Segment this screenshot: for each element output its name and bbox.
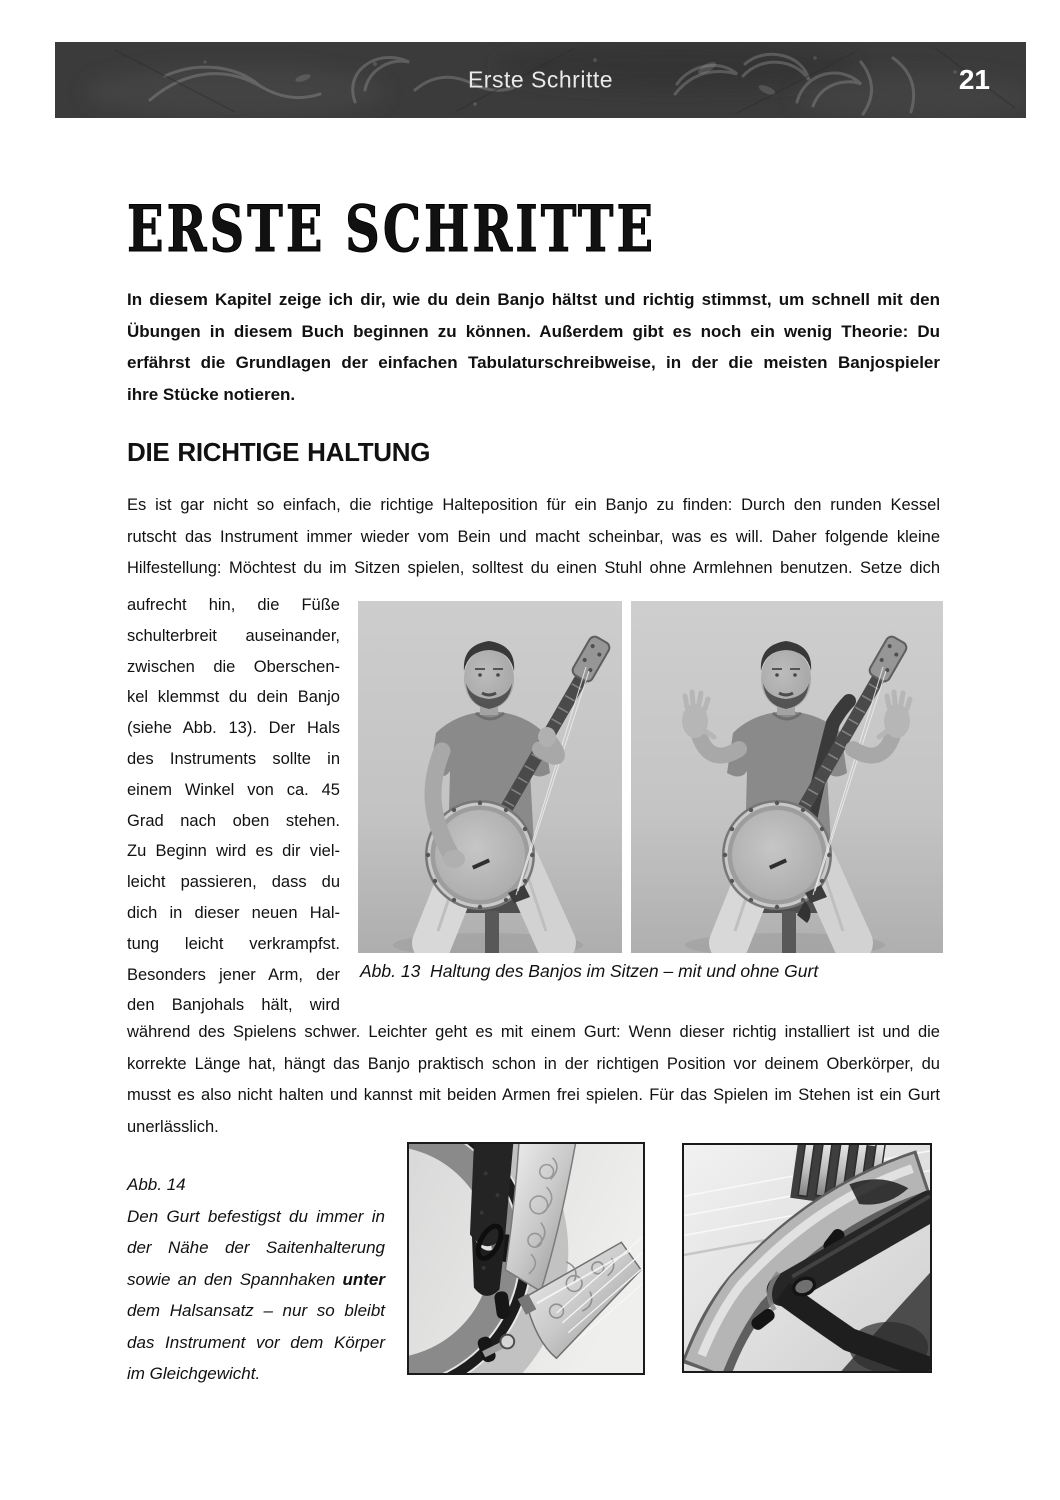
text-line: zwischen die Oberschen- <box>127 657 340 676</box>
text-line: leicht passieren, dass du <box>127 873 340 892</box>
text-line: Es ist gar nicht so einfach, die richtige Halteposition für ein Banjo zu finden: Durch den runden Kessel <box>127 496 940 514</box>
text-line: Grad nach oben stehen. <box>127 811 340 830</box>
text-line: ihre Stücke notieren. <box>127 384 296 404</box>
text-line: dich in dieser neuen Hal- <box>127 903 340 922</box>
text-line: Besonders jener Arm, der <box>127 965 340 984</box>
intro-paragraph <box>127 284 940 410</box>
photo-banjo-sitting-without-strap <box>358 601 622 953</box>
text-line: schulterbreit auseinander, <box>127 626 340 645</box>
text-line: Hilfestellung: Möchtest du im Sitzen spielen, solltest du einen Stuhl ohne Armlehnen benutzen. Setze dich <box>127 559 940 577</box>
text-line: tung leicht verkrampfst. <box>127 934 340 953</box>
figure-14-text <box>127 1169 385 1390</box>
text-line: korrekte Länge hat, hängt das Banjo praktisch schon in der richtigen Position vor deinem Oberkörper, du <box>127 1054 940 1073</box>
photo-banjo-sitting-with-strap <box>631 601 943 953</box>
text-line: Übungen in diesem Buch beginnen zu können. Außerdem gibt es noch ein wenig Theorie: Du <box>127 321 940 341</box>
text-line: sowie an den Spannhaken unter <box>127 1269 385 1289</box>
chapter-header-bar <box>55 42 1026 118</box>
text-line: dem Halsansatz – nur so bleibt <box>127 1301 385 1320</box>
text-line: rutscht das Instrument immer wieder vom Bein und macht scheinbar, was es will. Daher folgende kleine <box>127 527 940 546</box>
text-line: der Nähe der Saitenhalterung <box>127 1238 385 1257</box>
section-heading: DIE RICHTIGE HALTUNG <box>127 437 431 467</box>
chapter-title: ERSTE SCHRITTE <box>127 192 657 267</box>
figure-14-label: Abb. 14 <box>127 1175 186 1194</box>
text-line: einem Winkel von ca. 45 <box>127 780 340 799</box>
text-line: aufrecht hin, die Füße <box>127 596 340 614</box>
text-line: das Instrument vor dem Körper <box>127 1332 385 1352</box>
page-number: 21 <box>958 64 990 95</box>
paragraph-haltung-2 <box>127 1017 940 1143</box>
text-line: musst es also nicht halten und kannst mit beiden Armen frei spielen. Für das Spielen im Stehen ist ein Gurt <box>127 1086 940 1104</box>
paragraph-haltung-1 <box>127 490 940 585</box>
figure-14-description <box>127 1201 385 1390</box>
text-line: den Banjohals hält, wird <box>127 996 340 1015</box>
text-line: In diesem Kapitel zeige ich dir, wie du dein Banjo hältst und richtig stimmst, um schnell mit den <box>127 290 940 309</box>
text-line: kel klemmst du dein Banjo <box>127 688 340 707</box>
running-header-title: Erste Schritte <box>467 66 614 93</box>
figure-13-caption: Abb. 13 Haltung des Banjos im Sitzen – mit und ohne Gurt <box>360 961 819 981</box>
text-line: unerlässlich. <box>127 1117 219 1136</box>
text-line: während des Spielens schwer. Leichter geht es mit einem Gurt: Wenn dieser richtig installiert ist und die <box>127 1023 940 1041</box>
paragraph-haltung-sidebar <box>127 590 340 1021</box>
text-line: (siehe Abb. 13). Der Hals <box>127 719 340 738</box>
text-line: des Instruments sollte in <box>127 749 340 768</box>
text-line: im Gleichgewicht. <box>127 1364 261 1383</box>
text-line: Den Gurt befestigst du immer in <box>127 1206 385 1226</box>
text-line: erfährst die Grundlagen der einfachen Tabulaturschreibweise, in der die meisten Banjospieler <box>127 353 940 372</box>
photo-strap-at-bracket <box>682 1143 932 1373</box>
photo-strap-at-tailpiece <box>407 1142 645 1375</box>
text-line: Zu Beginn wird es dir viel- <box>127 842 340 861</box>
